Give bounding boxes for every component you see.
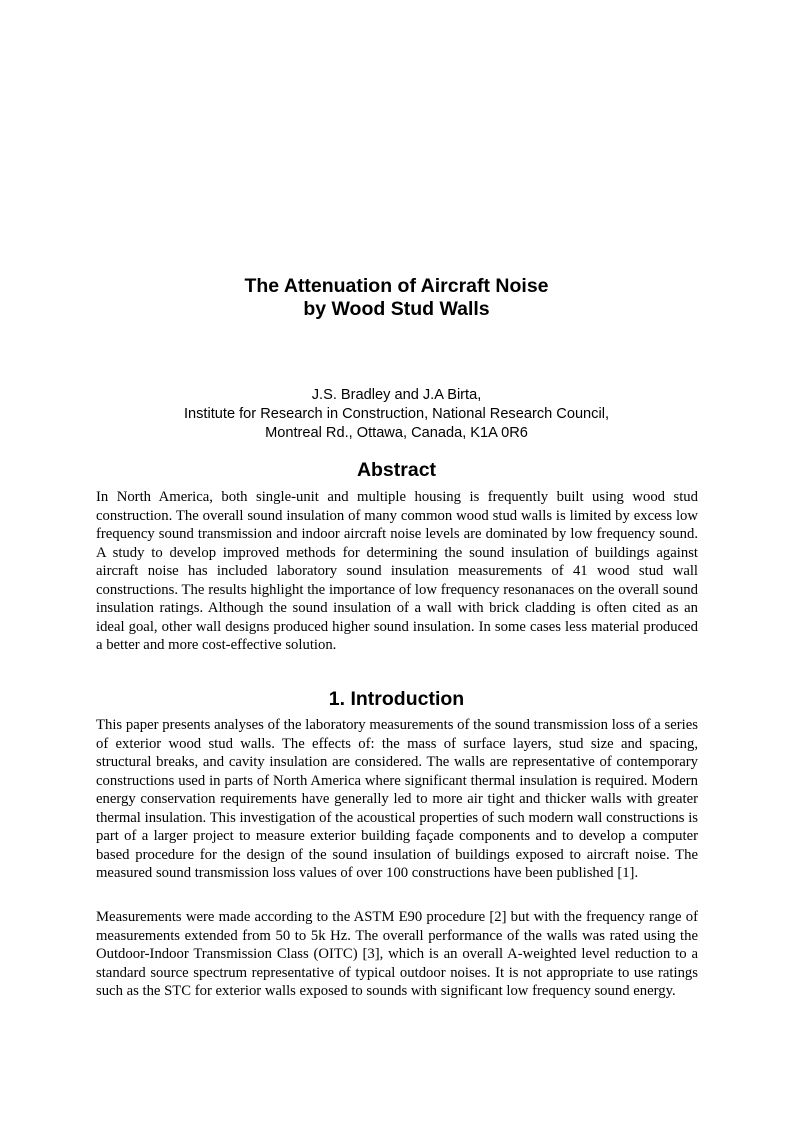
title-line-1: The Attenuation of Aircraft Noise <box>244 275 549 297</box>
paper-title <box>0 275 793 321</box>
author-address: Montreal Rd., Ottawa, Canada, K1A 0R6 <box>265 425 528 441</box>
title-line-2: by Wood Stud Walls <box>303 298 490 320</box>
abstract-paragraph: In North America, both single-unit and multiple housing is frequently built using wood stud construction. The overall sound insulation of many common wood stud walls is limited by excess low frequency sound transmission and indoor aircraft noise levels are dominated by low frequency sound. A study to develop improved methods for determining the sound insulation of buildings against aircraft noise has included laboratory sound insulation measurements of 41 wood stud wall constructions. The results highlight the importance of low frequency resonanaces on the overall sound insulation ratings. Although the sound insulation of a wall with brick cladding is often cited as an ideal goal, other wall designs produced higher sound insulation. In some cases less material produced a better and more cost-effective solution. <box>96 489 698 653</box>
author-affiliation: Institute for Research in Construction, National Research Council, <box>183 406 610 422</box>
introduction-heading: 1. Introduction <box>328 688 465 710</box>
introduction-paragraph-2: Measurements were made according to the ASTM E90 procedure [2] but with the frequency range of measurements extended from 50 to 5k Hz. The overall performance of the walls was rated using the Outdoor-Indoor Transmission Class (OITC) [3], which is an overall A-weighted level reduction to a standard source spectrum representative of typical outdoor noises. It is not appropriate to use ratings such as the STC for exterior walls exposed to sounds with significant low frequency sound energy. <box>96 909 698 999</box>
author-names: J.S. Bradley and J.A Birta, <box>311 387 482 403</box>
abstract-heading: Abstract <box>356 459 437 481</box>
introduction-paragraph-1: This paper presents analyses of the laboratory measurements of the sound transmission loss of a series of exterior wood stud walls. The effects of: the mass of surface layers, stud size and spacing, structural breaks, and cavity insulation are considered. The walls are representative of contemporary constructions used in parts of North America where significant thermal insulation is required. Modern energy conservation requirements have generally led to more air tight and thicker walls with greater thermal insulation. This investigation of the acoustical properties of such modern wall constructions is part of a larger project to measure exterior building façade components and to develop a computer based procedure for the design of the sound insulation of buildings exposed to aircraft noise. The measured sound transmission loss values of over 100 constructions have been published [1]. <box>96 717 698 881</box>
author-block <box>0 386 793 443</box>
